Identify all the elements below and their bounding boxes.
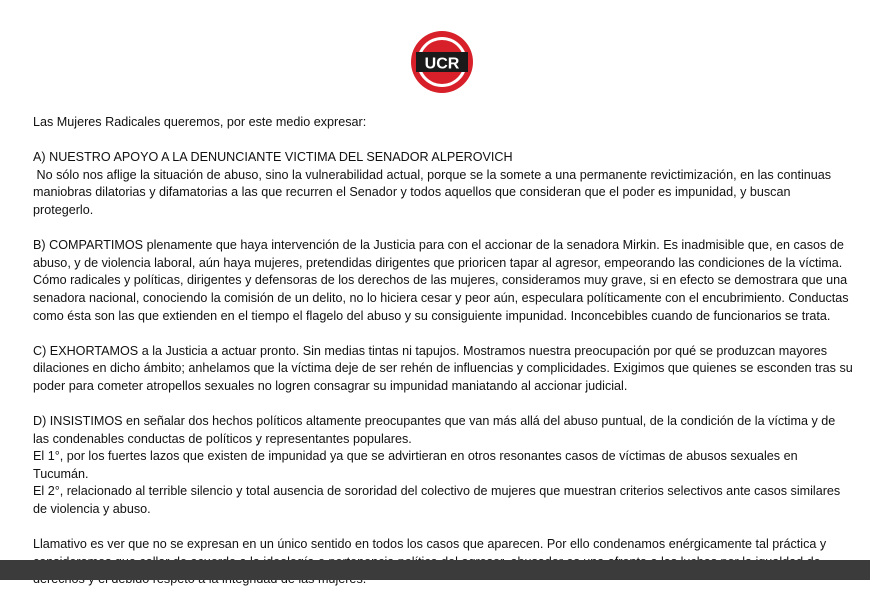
section-d-paragraph-3: El 2°, relacionado al terrible silencio y total ausencia de sororidad del colectivo de mujeres que muestran criterios selectivos ante casos similares de violencia y abuso. <box>33 484 841 517</box>
section-b-paragraph-1: B) COMPARTIMOS plenamente que haya intervención de la Justicia para con el accionar de la senadora Mirkin. Es inadmisible que, en casos de abuso, y de violencia laboral, aún haya mujeres, pretendidas dirigentes que prioricen tapar al agresor, empeorando las condiciones de la víctima. <box>33 238 844 270</box>
logo-text: UCR <box>424 55 460 73</box>
section-c-paragraph: C) EXHORTAMOS a la Justicia a actuar pronto. Sin medias tintas ni tapujos. Mostramos nuestra preocupación por qué se produzcan mayores dilaciones en dicho ámbito; anhelamos que la víctima deje de ser rehén de influencias y complicidades. Exigimos que quienes se esconden tras su poder para cometer atropellos sexuales no logren consagrar su impunidad maniatando al accionar judicial. <box>33 343 853 393</box>
statement-document <box>33 114 853 589</box>
ucr-logo <box>410 30 474 94</box>
section-a-body: No sólo nos aflige la situación de abuso, sino la vulnerabilidad actual, porque se la somete a una permanente revictimización, en las continuas maniobras dilatorias y difamatorias a las que recurren el Senador y todos aquellos que consideran que el poder es impunidad, y buscan protegerlo. <box>33 167 835 217</box>
closing-paragraph: Llamativo es ver que no se expresan en un único sentido en todos los casos que aparecen. Por ello condenamos enérgicamente tal práctica y <box>33 537 827 552</box>
section-d-paragraph-2: El 1°, por los fuertes lazos que existen de impunidad ya que se advirtieran en otros resonantes casos de víctimas de abusos sexuales en Tucumán. <box>33 449 798 481</box>
section-d-paragraph-1: D) INSISTIMOS en señalar dos hechos políticos altamente preocupantes que van más allá del abuso puntual, de la condición de la víctima y de las condenables conductas de políticos y representantes populares. <box>33 414 836 446</box>
footer-bar <box>0 560 870 580</box>
section-a-heading: A) NUESTRO APOYO A LA DENUNCIANTE VICTIMA DEL SENADOR ALPEROVICH <box>33 150 513 165</box>
intro-text: Las Mujeres Radicales queremos, por este medio expresar: <box>33 115 367 129</box>
section-b-paragraph-2: Cómo radicales y políticas, dirigentes y defensoras de los derechos de las mujeres, consideramos muy grave, si en efecto se demostrara que una senadora nacional, conociendo la comisión de un delito, no lo hiciera cesar y peor aún, especulara políticamente con el encubrimiento. Conductas como ésta son las que extienden en el tiempo el flagelo del abuso y su consiguiente impunidad. Inconcebibles cuando de funcionarios se trata. <box>33 273 849 323</box>
